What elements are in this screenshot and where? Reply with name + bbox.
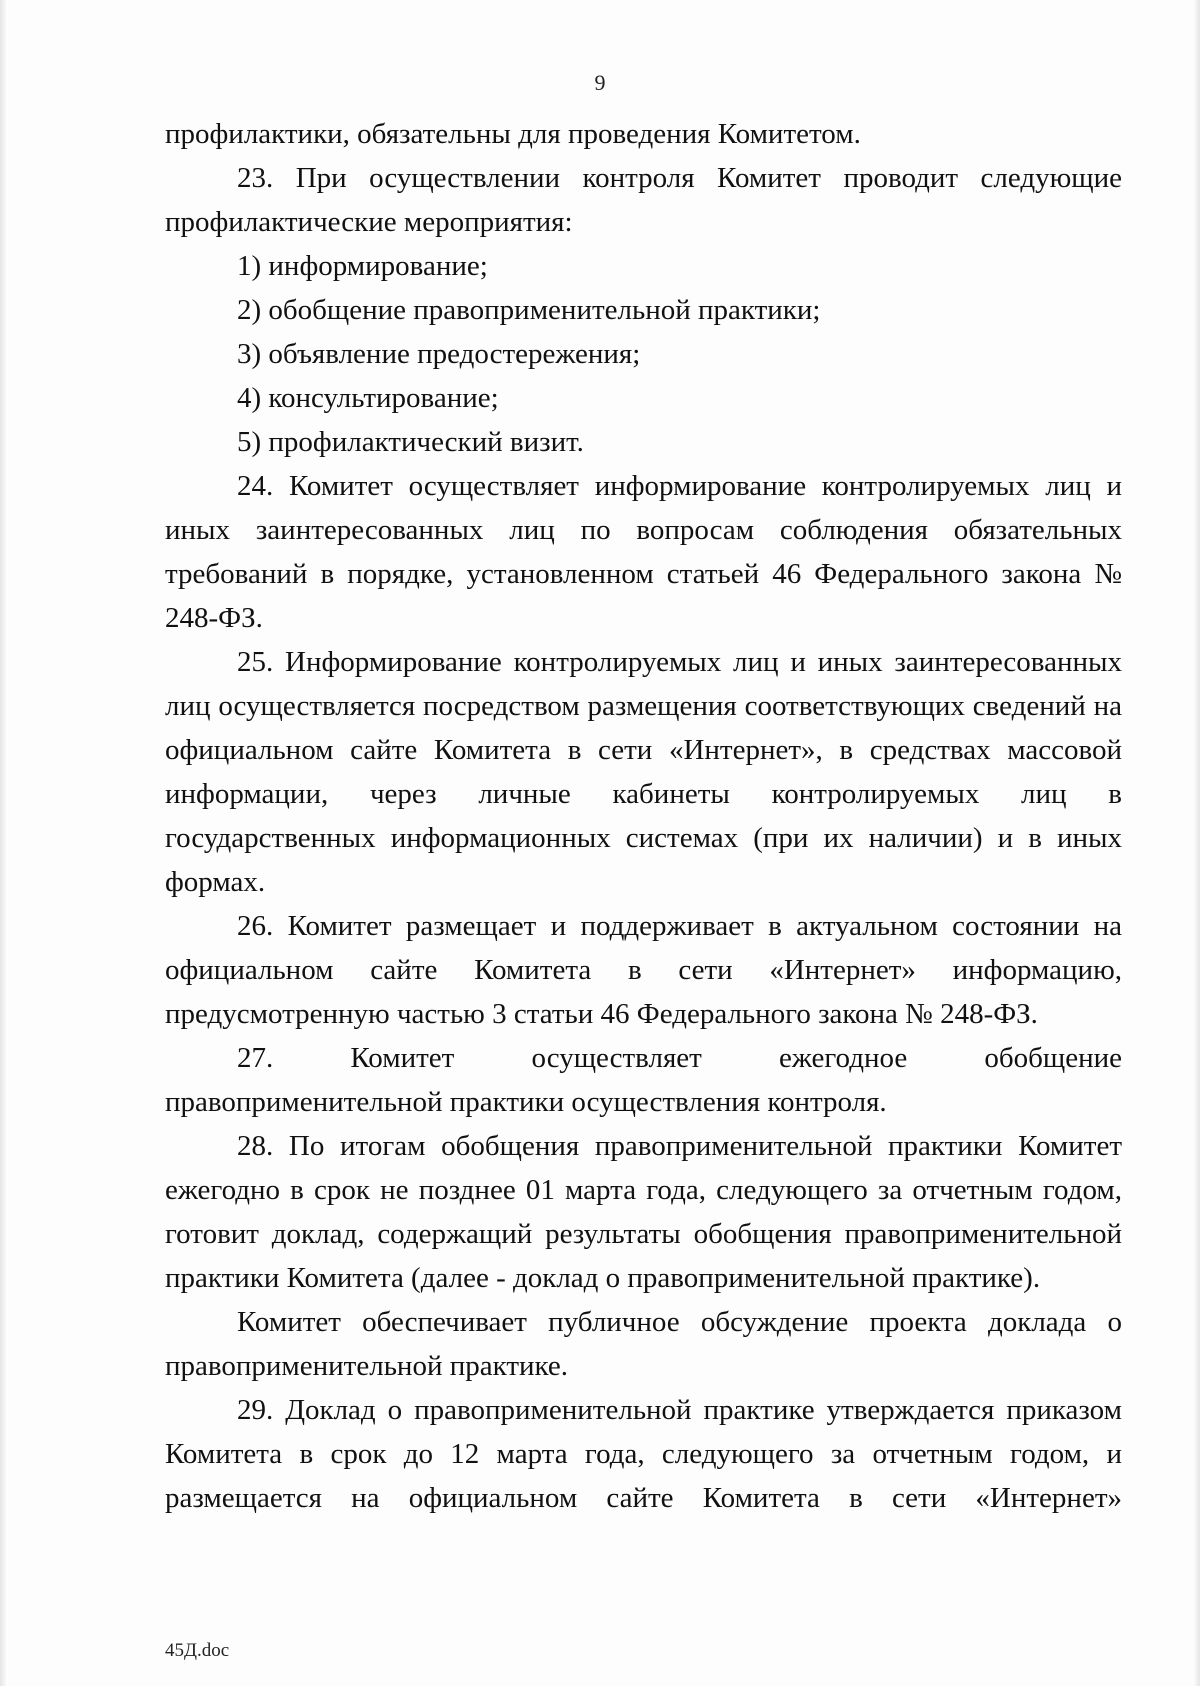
list-item: 2) обобщение правоприменительной практики; (237, 294, 821, 326)
paragraph-continuation: профилактики, обязательны для проведения Комитетом. (165, 118, 861, 150)
document-body (165, 112, 1122, 1520)
paragraph-28-continued: Комитет обеспечивает публичное обсуждение проекта доклада о правоприменительной практике. (165, 1306, 1122, 1382)
list-item: 3) объявление предостережения; (237, 338, 641, 370)
paragraph-29: 29. Доклад о правоприменительной практике утверждается приказом Комитета в срок до 12 марта года, следующего за отчетным годом, и размещается на официальном сайте Комитета в сети «Интернет» (165, 1394, 1122, 1514)
paragraph-26: 26. Комитет размещает и поддерживает в актуальном состоянии на официальном сайте Комитета в сети «Интернет» информацию, предусмотренную частью 3 статьи 46 Федерального закона № 248-ФЗ. (165, 910, 1122, 1030)
list-item: 4) консультирование; (237, 382, 499, 414)
file-name-footer: 45Д.doc (165, 1640, 230, 1661)
paragraph-28: 28. По итогам обобщения правоприменительной практики Комитет ежегодно в срок не позднее 01 марта года, следующего за отчетным годом, готовит доклад, содержащий результаты обобщения правоприменительной практики Комитета (далее - доклад о правоприменительной практике). (165, 1130, 1122, 1294)
list-item: 1) информирование; (237, 250, 488, 282)
paragraph-24: 24. Комитет осуществляет информирование контролируемых лиц и иных заинтересованных лиц по вопросам соблюдения обязательных требований в порядке, установленном статьей 46 Федерального закона № 248-ФЗ. (165, 470, 1122, 634)
scan-edge-left (0, 0, 6, 1686)
page-number: 9 (594, 70, 606, 95)
scan-edge-right (1194, 0, 1200, 1686)
list-item: 5) профилактический визит. (237, 426, 584, 458)
paragraph-25: 25. Информирование контролируемых лиц и иных заинтересованных лиц осуществляется посредством размещения соответствующих сведений на официальном сайте Комитета в сети «Интернет», в средствах массовой информации, через личные кабинеты контролируемых лиц в государственных информационных системах (при их наличии) и в иных формах. (165, 646, 1122, 898)
paragraph-23: 23. При осуществлении контроля Комитет проводит следующие профилактические мероприятия: (165, 162, 1122, 238)
paragraph-27: 27. Комитет осуществляет ежегодное обобщение правоприменительной практики осуществления контроля. (165, 1042, 1122, 1118)
